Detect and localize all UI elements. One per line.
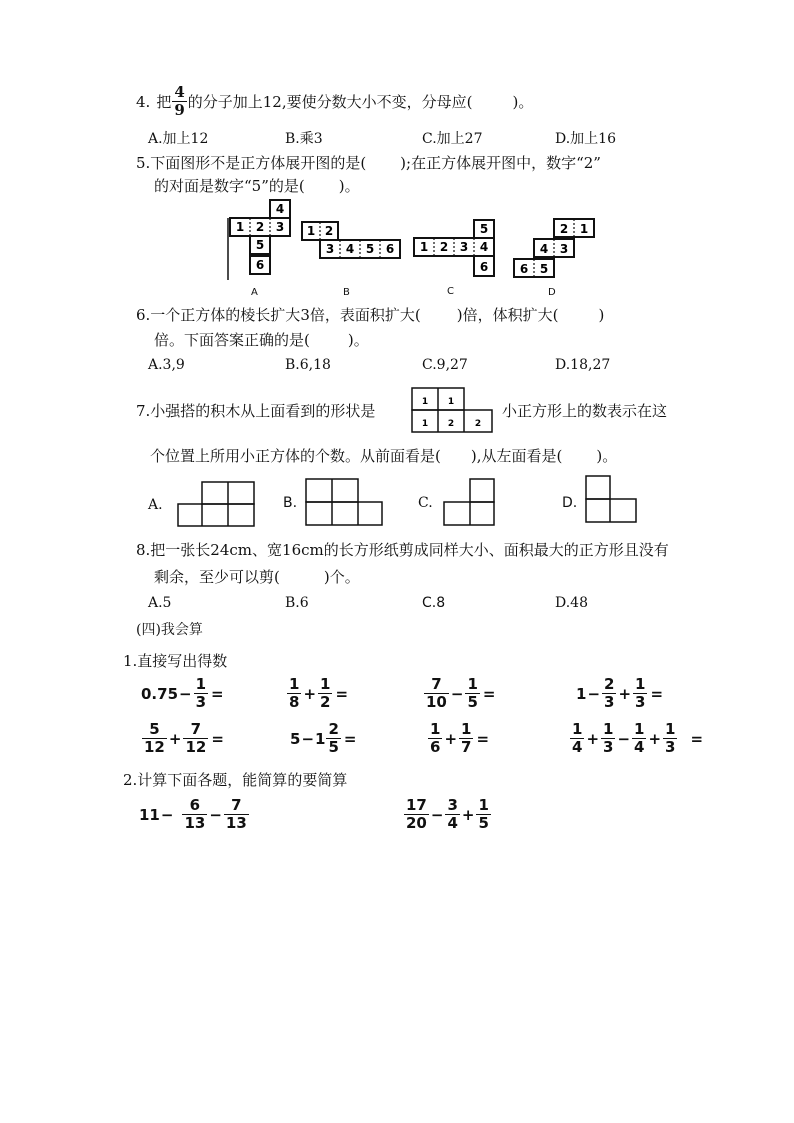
q6-option-c: C.9,27 [422,357,468,373]
net-a-num: 4 [275,202,285,216]
fraction [601,721,615,756]
fraction [183,721,208,756]
equals: = [650,684,664,703]
net-d-num: 1 [579,222,589,236]
net-b-num: 4 [345,242,355,256]
denominator: 7 [461,738,472,756]
operator: − [587,684,601,703]
equals: = [482,684,496,703]
operator: − [301,729,315,748]
net-c-num: 4 [479,240,489,254]
q4-option-d: D.加上16 [555,131,616,147]
expr-5 [141,721,224,756]
denominator: 13 [225,814,247,832]
q8-option-d: D.48 [555,595,588,611]
q4-stem [136,84,533,119]
q8-line2 [154,567,360,587]
fraction [224,797,249,832]
expr-1 [141,676,224,711]
numerator: 6 [189,796,201,814]
denominator: 3 [604,693,615,711]
net-c-num: 3 [459,240,469,254]
net-a [226,198,296,280]
denominator: 10 [426,693,447,711]
operator: − [450,684,464,703]
operator: − [209,805,222,824]
denominator: 4 [447,814,458,832]
net-c-num: 1 [419,240,429,254]
fig-top [470,479,494,502]
equals: = [476,729,490,748]
expr-6 [290,721,356,756]
q6-line2-a: 倍。下面答案正确的是( [154,331,310,349]
net-d-num: 5 [539,262,549,276]
fig-bottom [444,502,494,525]
numerator: 1 [665,720,676,738]
q7-top-view-grid [410,386,494,434]
grid-count: 2 [474,419,482,429]
denominator: 3 [665,738,676,756]
numerator: 1 [289,675,300,693]
calc-2 [403,797,492,832]
denominator: 5 [328,738,339,756]
q5-line1-a: 5.下面图形不是正方体展开图的是( [136,154,367,172]
q7-line2 [150,446,617,466]
denominator: 13 [184,814,206,832]
net-c-num: 2 [439,240,449,254]
net-b-num: 5 [365,242,375,256]
q7-option-c-label: C. [418,495,433,511]
equals: = [343,729,357,748]
denominator: 3 [603,738,614,756]
subsection-2-title: 2.计算下面各题，能简算的要简算 [123,771,348,789]
numerator: 1 [467,675,478,693]
fig-top [586,476,610,499]
denominator: 5 [478,814,489,832]
net-a-num: 3 [275,220,285,234]
q7-line1-a: 7.小强搭的积木从上面看到的形状是 [136,402,376,420]
q7-line2-a: 个位置上所用小正方体的个数。从前面看是( [150,447,441,465]
q6-option-d: D.18,27 [555,357,611,373]
numerator: 7 [431,675,442,693]
q4-option-b: B.乘3 [285,131,323,147]
denominator: 4 [572,738,583,756]
numerator: 5 [149,720,160,738]
fraction [194,676,208,711]
numerator: 1 [461,720,472,738]
net-b-num: 2 [324,224,334,238]
q7-option-a-figure [176,480,256,528]
net-caption-a: A [251,287,258,298]
q4-stem-a: 把 [156,92,172,111]
net-d-num: 3 [559,242,569,256]
calc-1 [139,797,250,832]
q4-fraction [172,84,186,119]
grid-count: 1 [421,397,429,407]
net-caption-c: C [447,286,454,297]
q7-option-a-label: A. [148,497,163,513]
equals: = [211,684,224,703]
operator: + [461,805,475,824]
fraction [182,797,207,832]
q6-line1-b: )倍，体积扩大( [456,306,559,324]
fraction [404,797,429,832]
net-d-num: 6 [519,262,529,276]
q6-line2 [154,330,369,350]
numerator: 1 [572,720,583,738]
fraction [287,676,301,711]
q5-line2 [154,176,360,196]
fraction [570,721,584,756]
q8-line1: 8.把一张长24cm、宽16cm的长方形纸剪成同样大小、面积最大的正方形且没有 [136,541,669,559]
net-a-num: 6 [255,258,265,272]
net-c [410,218,500,280]
q4-option-c: C.加上27 [422,131,483,147]
expr-7 [427,721,489,756]
q7-option-d-figure [584,474,640,524]
denominator: 3 [635,693,646,711]
operator: − [430,805,444,824]
net-b-num: 3 [325,242,335,256]
denominator: 12 [144,738,165,756]
fig-bottom [306,502,382,525]
q6-line1-c: ) [598,306,605,324]
denominator: 8 [289,693,300,711]
numerator: 7 [231,796,242,814]
fraction [632,721,646,756]
equals: = [211,729,224,748]
expr-4 [576,676,663,711]
expr-2 [286,676,348,711]
numerator: 1 [478,796,489,814]
denominator: 12 [185,738,207,756]
numerator: 1 [320,675,331,693]
net-caption-d: D [548,287,556,298]
q5-line1 [136,153,601,173]
equals: = [690,729,704,748]
denominator: 9 [174,101,185,119]
denominator: 20 [406,814,427,832]
operator: + [618,684,632,703]
fraction [633,676,647,711]
fraction [318,676,332,711]
q8-option-b: B.6 [285,595,309,611]
q8-option-a: A.5 [148,595,172,611]
operator: + [648,729,662,748]
q7-line2-c: )。 [596,447,618,465]
net-d-num: 4 [539,242,549,256]
net-c-num: 6 [479,260,489,274]
q8-option-c: C.8 [422,595,446,611]
q4-number: 4. [136,92,151,111]
q6-option-a: A.3,9 [148,357,185,373]
mixed-whole: 1 [315,729,326,748]
net-a-num: 5 [255,238,265,252]
fig-bottom [586,499,636,522]
net-b-num: 6 [385,242,395,256]
denominator: 3 [195,693,207,711]
q8-line2-b: )个。 [323,568,360,586]
denominator: 2 [320,693,331,711]
q6-line1 [136,305,604,325]
fraction [465,676,479,711]
net-a-num: 1 [235,220,245,234]
numerator: 1 [430,720,441,738]
whole-number: 1 [576,684,587,703]
numerator: 4 [174,83,185,101]
expr-3 [423,676,495,711]
numerator: 7 [190,720,202,738]
operator: + [168,729,182,748]
q7-option-d-label: D. [562,495,578,511]
equals: = [335,684,349,703]
whole-number: 5 [290,729,301,748]
operator: + [586,729,600,748]
fraction [424,676,449,711]
fraction [326,721,340,756]
grid-count: 1 [447,397,455,407]
denominator: 5 [467,693,478,711]
q5-line2-b: )。 [338,177,360,195]
net-caption-b: B [343,287,350,298]
net-d [510,217,602,281]
operator: − [160,805,174,824]
q7-option-c-figure [442,477,498,527]
q5-line1-b: );在正方体展开图中，数字“2” [400,154,601,172]
operator: + [444,729,458,748]
q6-line2-b: )。 [347,331,369,349]
net-b-num: 1 [306,224,316,238]
fraction [428,721,442,756]
numerator: 3 [447,796,458,814]
fraction [445,797,459,832]
operator: − [179,684,192,703]
section-title: (四)我会算 [136,622,203,638]
q7-line1-b: 小正方形上的数表示在这 [502,402,668,420]
fig-bottom [178,504,254,526]
subsection-1-title: 1.直接写出得数 [123,652,228,670]
fraction [476,797,490,832]
q6-line1-a: 6.一个正方体的棱长扩大3倍，表面积扩大( [136,306,421,324]
numerator: 2 [604,675,615,693]
numerator: 1 [634,720,645,738]
whole-number: 11 [139,805,160,824]
q4-stem-b: 的分子加上12,要使分数大小不变，分母应( [187,92,473,111]
net-d-num: 2 [559,222,569,236]
numerator: 2 [328,720,339,738]
q7-option-b-figure [304,477,384,527]
fraction [459,721,473,756]
grid-count: 2 [447,419,455,429]
net-c-num: 5 [479,222,489,236]
fraction [142,721,167,756]
numerator: 17 [406,796,427,814]
grid-count: 1 [421,419,429,429]
expr-8 [569,721,703,756]
denominator: 6 [430,738,441,756]
q8-line2-a: 剩余，至少可以剪( [154,568,280,586]
q6-option-b: B.6,18 [285,357,331,373]
operator: − [617,729,631,748]
q7-line2-b: ),从左面看是( [470,447,563,465]
numerator: 1 [603,720,614,738]
q4-stem-c: )。 [512,92,534,111]
q5-line2-a: 的对面是数字“5”的是( [154,177,305,195]
fraction [602,676,616,711]
whole-number: 0.75 [141,684,179,703]
q7-option-b-label: B. [283,495,298,511]
net-b [300,220,406,262]
net-a-num: 2 [255,220,265,234]
fraction [663,721,677,756]
operator: + [303,684,317,703]
denominator: 4 [634,738,645,756]
numerator: 1 [635,675,646,693]
numerator: 1 [195,675,207,693]
q4-option-a: A.加上12 [148,131,209,147]
